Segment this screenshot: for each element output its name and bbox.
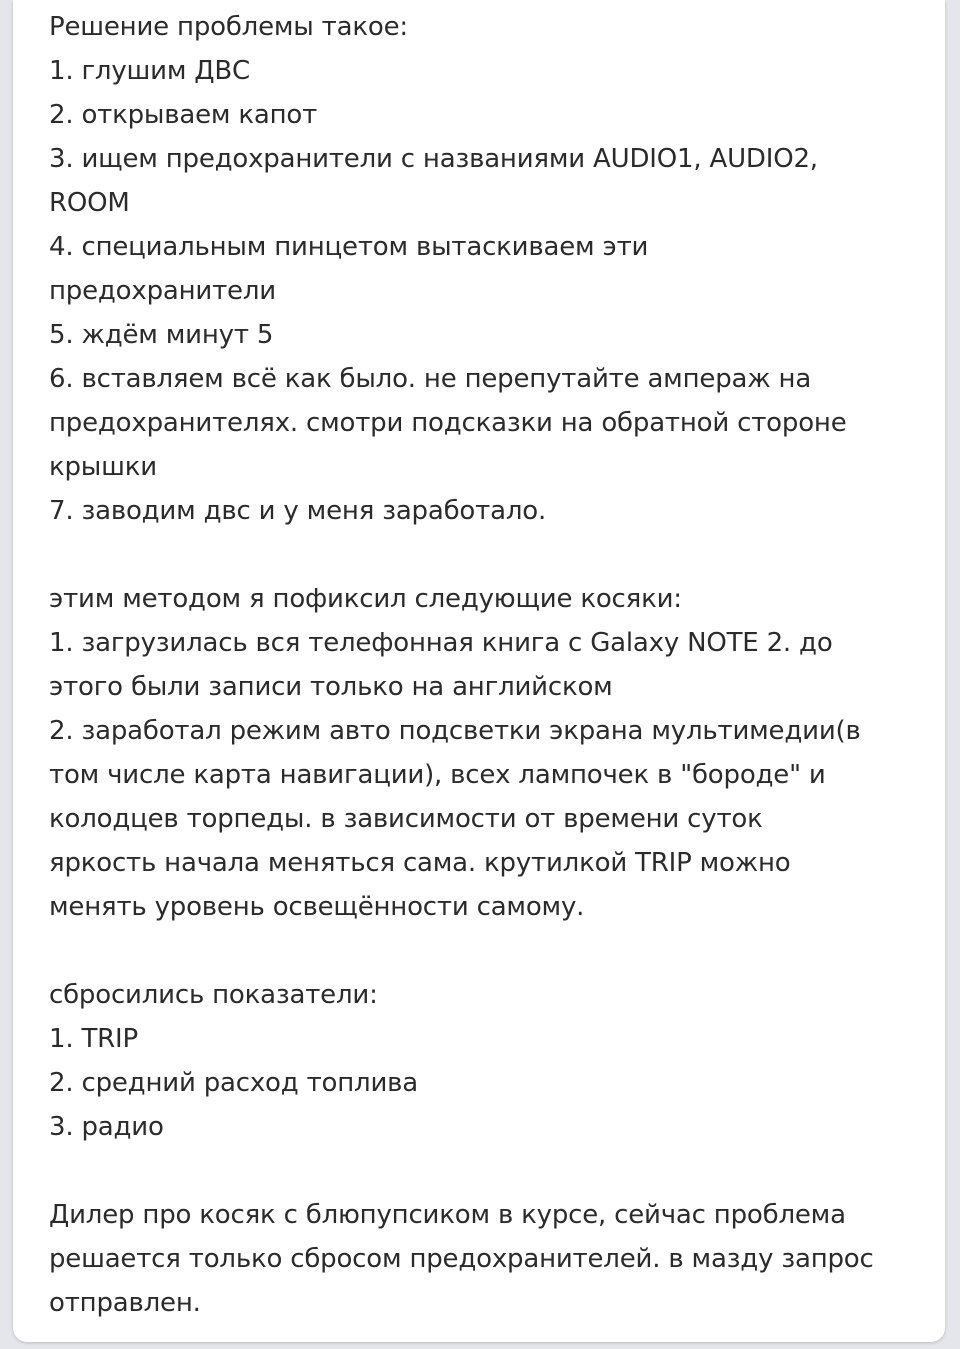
paragraph-gap (49, 1149, 929, 1193)
text-line: 2. заработал режим авто подсветки экрана мультимедии(в (49, 716, 861, 746)
paragraph-gap (49, 929, 929, 973)
text-line: сбросились показатели: (49, 980, 378, 1010)
paragraph-gap (49, 533, 929, 577)
text-line: этого были записи только на английском (49, 672, 613, 702)
text-line: 3. радио (49, 1112, 164, 1142)
text-line: 2. средний расход топлива (49, 1068, 418, 1098)
text-line: 7. заводим двс и у меня заработало. (49, 496, 547, 526)
text-line: 2. открываем капот (49, 100, 318, 130)
text-line: том числе карта навигации), всех лампочек в "бороде" и (49, 760, 826, 790)
text-line: яркость начала меняться сама. крутилкой TRIP можно (49, 848, 791, 878)
text-line: 3. ищем предохранители с названиями AUDIO1, AUDIO2, (49, 144, 818, 174)
text-line: Дилер про косяк с блюпупсиком в курсе, сейчас проблема (49, 1200, 846, 1230)
text-line: отправлен. (49, 1288, 201, 1318)
text-line: 4. специальным пинцетом вытаскиваем эти (49, 232, 649, 262)
text-line: 6. вставляем всё как было. не перепутайте ампераж на (49, 364, 812, 394)
text-line: предохранителях. смотри подсказки на обратной стороне (49, 408, 847, 438)
text-line: Решение проблемы такое: (49, 12, 408, 42)
text-line: ROOM (49, 188, 130, 218)
text-line: этим методом я пофиксил следующие косяки: (49, 584, 682, 614)
text-line: 1. загрузилась вся телефонная книга с Galaxy NOTE 2. до (49, 628, 833, 658)
post-card (13, 0, 945, 1342)
text-line: 1. TRIP (49, 1024, 138, 1054)
text-line: решается только сбросом предохранителей. в мазду запрос (49, 1244, 874, 1274)
text-line: предохранители (49, 276, 276, 306)
text-line: колодцев торпеды. в зависимости от времени суток (49, 804, 763, 834)
text-line: 5. ждём минут 5 (49, 320, 274, 350)
text-line: крышки (49, 452, 157, 482)
post-text (49, 5, 929, 1325)
text-line: 1. глушим ДВС (49, 56, 251, 86)
text-line: менять уровень освещённости самому. (49, 892, 585, 922)
